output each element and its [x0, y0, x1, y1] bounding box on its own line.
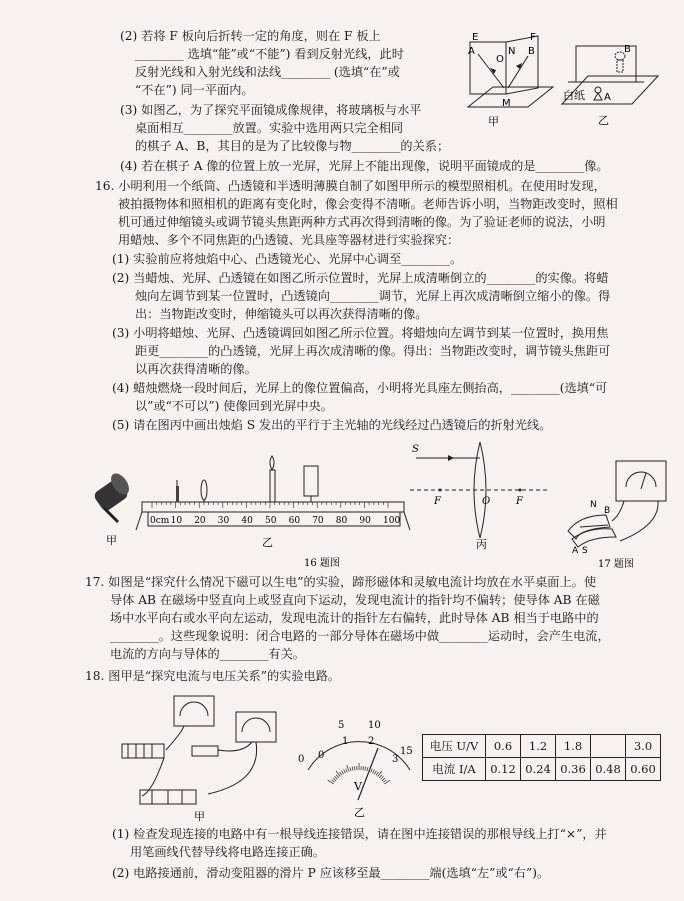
- label-S17: S: [582, 546, 588, 556]
- dial-top-10: 10: [368, 720, 381, 731]
- text-line: 18. 图甲是“探究电流与电压关系”的实验电路。: [85, 669, 341, 683]
- text-line: 距更________的凸透镜，光屏上再次成清晰的像。得出：当物距改变时，调节镜头焦距可: [135, 344, 611, 358]
- label-O: O: [496, 54, 504, 65]
- text-line: (4) 若在棋子 A 像的位置上放一光屏，光屏上不能出现像，说明平面镜成的是________像。: [120, 159, 609, 173]
- text-line: (3) 小明将蜡烛、光屏、凸透镜调回如图乙所示位置。将蜡烛向左调节到某一位置时，换用焦: [112, 326, 609, 340]
- text-line: (2) 当蜡烛、光屏、凸透镜在如图乙所示位置时，光屏上成清晰倒立的________的实像。将蜡: [112, 271, 609, 285]
- text-line: (5) 请在图丙中画出烛焰 S 发出的平行于主光轴的光线经过凸透镜后的折射光线。: [112, 418, 552, 432]
- caption-jia: 甲: [488, 115, 499, 127]
- text-line: (2) 电路接通前，滑动变阻器的滑片 P 应该移至最________端(选填“左”或“右”)。: [112, 866, 550, 880]
- scale-label: 90: [359, 516, 371, 526]
- dial-zero: 0: [298, 754, 305, 765]
- text-line: 以再次获得清晰的像。: [135, 362, 257, 376]
- text-line: (3) 如图乙，为了探究平面镜成像规律，将玻璃板与水平: [120, 103, 422, 117]
- current-label: 电流 I/A: [423, 758, 486, 781]
- text-line: ________。这些现象说明：闭合电路的一部分导体在磁场中做________运动时，会产生电流，: [110, 629, 610, 643]
- text-line: (1) 实验前应将烛焰中心、凸透镜光心、光屏中心调至________。: [112, 252, 463, 266]
- label-B2: B: [624, 44, 631, 55]
- lens-figure: [410, 438, 550, 550]
- label-N17: N: [590, 500, 597, 510]
- data-table: [422, 734, 661, 781]
- dial-unit: V: [354, 780, 362, 793]
- caption-16-yi: 乙: [262, 536, 273, 549]
- table-row-current: 电流 I/A 0.12 0.24 0.36 0.48 0.60: [423, 758, 661, 781]
- text-line: 被拍摄物体和照相机的距离有变化时，像会变得不清晰。老师告诉小明，当物距改变时，照相: [118, 197, 618, 211]
- text-line: 电流的方向与导体的________有关。: [110, 647, 305, 661]
- caption-18-yi: 乙: [354, 806, 365, 819]
- optical-bench-figure: [92, 450, 412, 575]
- scale-label: 60: [288, 516, 301, 526]
- dial-bottom-2: 2: [368, 736, 375, 747]
- text-line: (2) 若将 F 板向后折转一定的角度，则在 F 板上: [120, 29, 381, 43]
- camera-illustration: [92, 470, 132, 522]
- text-line: (4) 蜡烛燃烧一段时间后，光屏上的像位置偏高，小明将光具座左侧抬高，________(选填“可: [112, 381, 608, 395]
- text-line: 桌面相互________放置。实验中选用两只完全相同: [135, 121, 404, 135]
- text-line: 以”或“不可以”) 使像回到光屏中央。: [135, 399, 333, 413]
- caption-16-jia: 甲: [106, 534, 117, 547]
- caption-yi: 乙: [598, 114, 609, 127]
- dial-bottom-0: 0: [318, 750, 325, 761]
- circuit-figure: [112, 692, 292, 822]
- voltmeter-dial-figure: [298, 718, 418, 820]
- text-line: 用笔画线代替导线将电路连接正确。: [130, 845, 325, 859]
- text-line: 的棋子 A、B，其目的是为了比较像与物________的关系；: [135, 139, 450, 153]
- text-line: 反射光线和入射光线和法线________ (选填“在”或: [135, 65, 400, 79]
- dial-bottom-3: 3: [392, 754, 399, 765]
- label-O-lens: O: [482, 496, 491, 507]
- scale-label: 30: [217, 516, 230, 526]
- text-line: “不在”) 同一平面内。: [135, 83, 254, 97]
- label-S: S: [412, 444, 419, 455]
- bench-scale: [150, 502, 400, 526]
- dial-top-5: 5: [338, 720, 345, 731]
- text-line: 17. 如图是“探究什么情况下磁可以生电”的实验，蹄形磁体和灵敏电流计均放在水平桌面上。使: [85, 575, 597, 589]
- label-M: M: [502, 98, 511, 109]
- scale-label: 10: [170, 516, 183, 526]
- label-F-left: F: [434, 496, 441, 507]
- label-A2: A: [604, 92, 611, 103]
- label-A: A: [468, 46, 475, 57]
- title-17: 17 题图: [598, 559, 634, 570]
- text-line: (1) 检查发现连接的电路中有一根导线连接错误，请在图中连接错误的那根导线上打“×”，并: [112, 827, 607, 841]
- scale-label: 100: [383, 516, 401, 526]
- scale-label: 0cm: [150, 516, 170, 526]
- scale-label: 40: [241, 516, 253, 526]
- scale-label: 50: [265, 516, 277, 526]
- plane-mirror-figure: [560, 36, 660, 128]
- dial-top-15: 15: [400, 746, 413, 757]
- text-line: 机可通过伸缩镜头或调节镜头焦距两种方式再次得到清晰的像。为了验证老师的说法，小明: [118, 215, 606, 229]
- text-line: 场中水平向右或水平向左运动，发现电流计的指针左右偏转，此时导体 AB 相当于电路中的: [110, 611, 599, 625]
- scale-label: 70: [312, 516, 324, 526]
- label-N: N: [508, 46, 516, 57]
- label-F-right: F: [516, 496, 523, 507]
- text-line: 出：当物距改变时，伸缩镜头可以再次获得清晰的像。: [135, 307, 428, 321]
- induction-figure: [560, 455, 670, 573]
- caption-18-jia: 甲: [194, 810, 205, 822]
- label-B: B: [528, 46, 535, 57]
- scale-label: 80: [335, 516, 348, 526]
- label-B17: B: [604, 506, 611, 516]
- text-line: 烛向左调节到某一位置时，凸透镜向________调节，光屏上再次成清晰倒立缩小的像。得: [135, 289, 611, 303]
- reflection-figure: [458, 32, 558, 127]
- dial-bottom-1: 1: [342, 736, 349, 747]
- text-line: 16. 小明利用一个纸筒、凸透镜和半透明薄膜自制了如图甲所示的模型照相机。在使用时发现，: [95, 179, 606, 193]
- table-row-voltage: 电压 U/V 0.6 1.2 1.8 3.0: [423, 735, 661, 758]
- label-F: F: [530, 32, 536, 43]
- label-E: E: [472, 32, 479, 43]
- voltage-label: 电压 U/V: [423, 735, 486, 758]
- text-line: ________ 选填“能”或“不能”) 看到反射光线，此时: [135, 47, 404, 61]
- text-line: 导体 AB 在磁场中竖直向上或竖直向下运动，发现电流计的指针均不偏转；使导体 AB 在磁: [110, 593, 600, 607]
- label-paper: 白纸: [563, 89, 585, 102]
- title-16: 16 题图: [304, 558, 340, 569]
- caption-16-bing: 丙: [476, 538, 487, 550]
- label-A17: A: [572, 546, 579, 556]
- text-line: 用蜡烛、多个不同焦距的凸透镜、光具座等器材进行实验探究：: [118, 233, 460, 247]
- scale-label: 20: [194, 516, 206, 526]
